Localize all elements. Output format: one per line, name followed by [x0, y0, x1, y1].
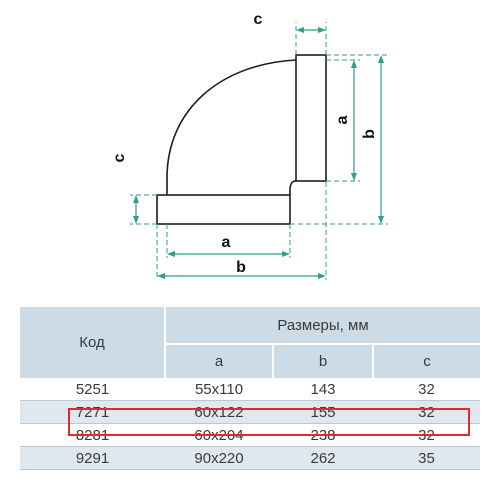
table-row-highlighted: [20, 401, 480, 424]
cell-b: 155: [273, 401, 373, 424]
dimensions-table-wrap: [20, 307, 480, 470]
cell-c: 35: [373, 447, 480, 470]
dimension-arrows: [133, 27, 384, 279]
code-column-header: Код: [20, 307, 165, 378]
cell-a: 90x220: [165, 447, 273, 470]
label-c-left: c: [111, 153, 128, 163]
cell-a: 60x204: [165, 424, 273, 447]
dimensions-column-header: Размеры, мм: [165, 307, 480, 344]
cell-code: 9291: [20, 447, 165, 470]
table-row: [20, 378, 480, 401]
extension-lines: [130, 22, 388, 280]
label-b-vertical: b: [361, 129, 378, 139]
cell-b: 143: [273, 378, 373, 401]
cell-c: 32: [373, 378, 480, 401]
column-header-b: b: [273, 344, 373, 378]
label-a-vertical: a: [334, 115, 351, 125]
table-row: [20, 424, 480, 447]
duct-outline: [157, 55, 326, 224]
horizontal-collar: [157, 195, 290, 224]
cell-code: 7271: [20, 401, 165, 424]
vertical-collar: [296, 55, 326, 181]
table-row: [20, 447, 480, 470]
cell-code: 8281: [20, 424, 165, 447]
column-header-c: c: [373, 344, 480, 378]
dimension-lines: [136, 30, 381, 276]
cell-c: 32: [373, 424, 480, 447]
label-b-horizontal: b: [236, 259, 246, 276]
label-c-top: c: [253, 11, 263, 28]
dimensions-table: [20, 307, 480, 470]
column-header-a: a: [165, 344, 273, 378]
cell-b: 238: [273, 424, 373, 447]
cell-a: 55x110: [165, 378, 273, 401]
inner-bend: [290, 181, 296, 195]
label-a-horizontal: a: [221, 234, 231, 251]
cell-code: 5251: [20, 378, 165, 401]
cell-b: 262: [273, 447, 373, 470]
cell-a: 60x122: [165, 401, 273, 424]
cell-c: 32: [373, 401, 480, 424]
outer-bend: [167, 60, 296, 195]
